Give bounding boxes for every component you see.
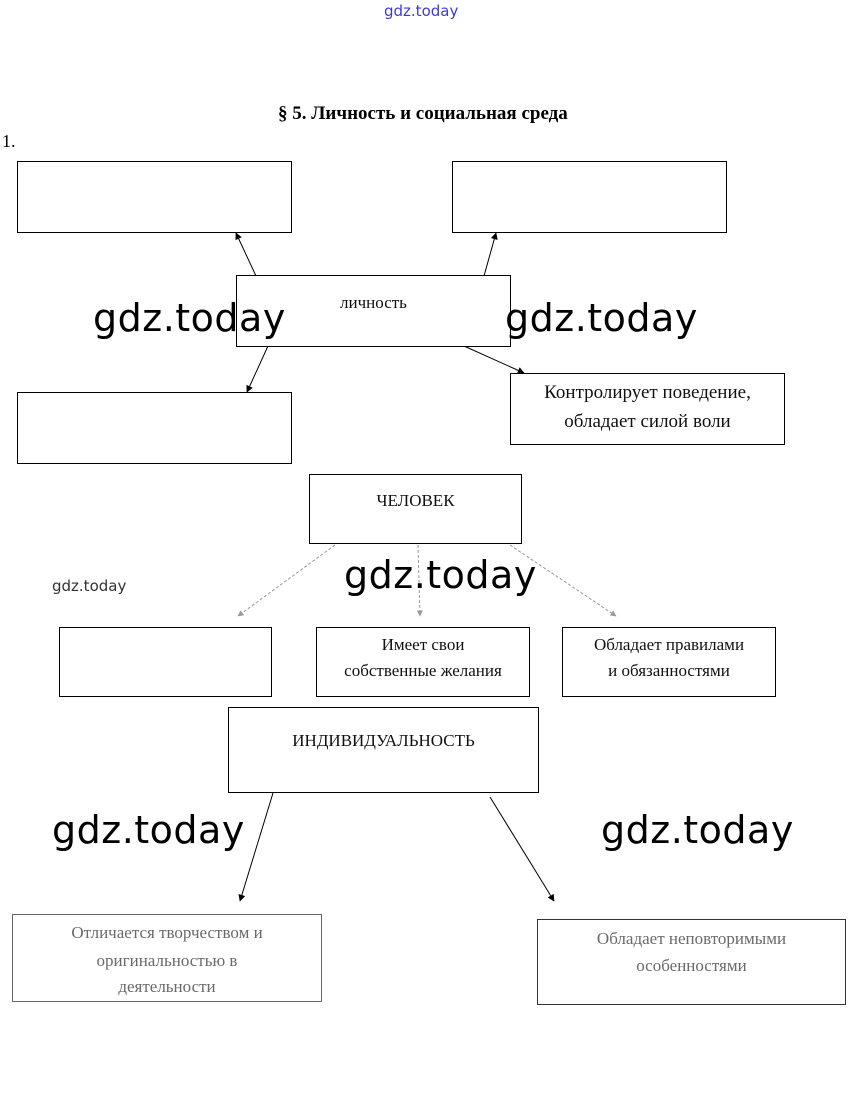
arrow-to-creativity xyxy=(240,793,273,901)
mid-left-answer-box xyxy=(17,392,292,464)
individualnost-label: ИНДИВИДУАЛЬНОСТЬ xyxy=(292,731,475,750)
arrow-to-unique xyxy=(490,797,554,901)
unique-line2: особенностями xyxy=(636,956,747,975)
arrow-to-bottom-left xyxy=(238,545,335,616)
watermark: gdz.today xyxy=(52,577,127,595)
controls-box xyxy=(510,373,785,445)
controls-line2: обладает силой воли xyxy=(564,411,731,432)
watermark: gdz.today xyxy=(505,296,698,340)
creativity-line2: оригинальностью в xyxy=(96,951,238,970)
rules-box xyxy=(562,627,776,697)
desires-line2: собственные желания xyxy=(344,661,502,680)
chelovek-label: ЧЕЛОВЕК xyxy=(376,491,455,510)
arrow-to-controls xyxy=(464,346,524,373)
unique-box xyxy=(537,919,846,1005)
top-watermark: gdz.today xyxy=(384,2,459,20)
desires-box xyxy=(316,627,530,697)
watermark: gdz.today xyxy=(93,296,286,340)
watermark: gdz.today xyxy=(52,808,245,852)
lichnost-label: личность xyxy=(340,293,407,312)
creativity-line3: деятельности xyxy=(118,977,216,996)
watermark: gdz.today xyxy=(601,808,794,852)
watermark: gdz.today xyxy=(344,553,537,597)
creativity-box xyxy=(12,914,322,1002)
top-right-answer-box xyxy=(452,161,727,233)
rules-line1: Обладает правилами xyxy=(593,635,745,654)
arrow-to-mid-left xyxy=(247,346,268,392)
task-number: 1. xyxy=(2,131,16,151)
desires-line1: Имеет свои xyxy=(381,635,465,654)
chelovek-box xyxy=(309,474,522,544)
arrow-to-top-left xyxy=(236,233,256,276)
unique-line1: Обладает неповторимыми xyxy=(596,929,787,948)
top-left-answer-box xyxy=(17,161,292,233)
rules-line2: и обязанностями xyxy=(608,661,730,680)
bottom-left-answer-box xyxy=(59,627,272,697)
individualnost-box xyxy=(228,707,539,793)
section-title: § 5. Личность и социальная среда xyxy=(278,103,568,124)
controls-line1: Контролирует поведение, xyxy=(544,382,751,403)
arrow-to-top-right xyxy=(484,233,496,276)
creativity-line1: Отличается творчеством и xyxy=(71,923,263,942)
